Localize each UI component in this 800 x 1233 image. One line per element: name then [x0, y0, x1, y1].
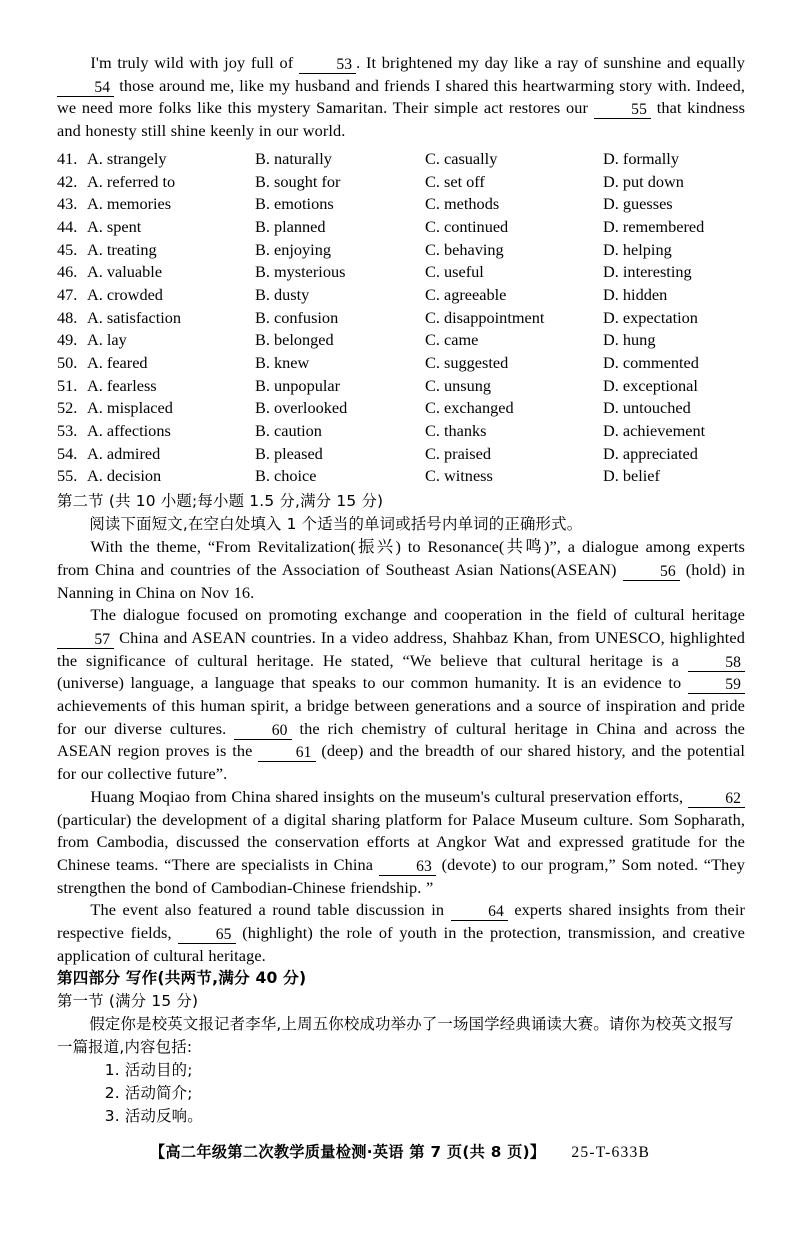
option-choice-c[interactable]: C. agreeable — [425, 284, 507, 304]
cloze-text-1: I'm truly wild with joy full of — [90, 53, 294, 72]
grammar-blank-59[interactable]: 59 — [688, 676, 745, 694]
cloze-text-3: those around me, like my husband and friends I shared this heartwarming story with. Indeed, we need more folks like this mystery Samaritan. Their simple act restores our — [57, 75, 745, 118]
option-row — [57, 443, 745, 466]
option-choice-c[interactable]: C. set off — [425, 171, 485, 191]
option-choice-a[interactable]: A. affections — [87, 421, 171, 441]
option-choice-d[interactable]: D. guesses — [603, 194, 673, 214]
option-choice-b[interactable]: B. knew — [255, 353, 310, 372]
option-choice-d[interactable]: D. achievement — [603, 421, 706, 441]
option-number: 44. — [57, 216, 78, 236]
option-choice-a[interactable]: A. lay — [87, 330, 127, 350]
option-choice-c[interactable]: C. witness — [425, 466, 493, 486]
option-choice-b[interactable]: B. belonged — [255, 330, 334, 350]
option-choice-a[interactable]: A. crowded — [87, 284, 163, 304]
option-choice-a[interactable]: A. fearless — [87, 375, 157, 395]
grammar-paragraph-1 — [57, 536, 745, 604]
part-four-section-one-heading: 第一节 (满分 15 分) — [57, 992, 199, 1011]
option-choice-d[interactable]: D. put down — [603, 171, 684, 191]
grammar-text-3b: (particular) the development of a digital sharing platform for Palace Museum culture. Som Sopharath, from Cambodia, discussed the conservation efforts at Angkor Wat and expressed gratitude for the Chinese teams. “There are specialists in China — [57, 809, 745, 874]
page-content — [57, 52, 745, 1128]
option-choice-d[interactable]: D. appreciated — [603, 443, 698, 463]
option-choice-c[interactable]: C. behaving — [425, 239, 504, 259]
grammar-text-1a: With the theme, “From Revitalization(振兴) to Resonance(共鸣)”, a dialogue among experts from China and countries of the Association of Southeast Asian Nations(ASEAN) — [57, 537, 745, 579]
option-choice-c[interactable]: C. suggested — [425, 353, 509, 372]
grammar-text-4c: (highlight) the role of youth in the protection, transmission, and creative application of cultural heritage. — [57, 923, 746, 965]
grammar-text-2c: (universe) language, a language that speaks to our common humanity. It is an evidence to — [57, 673, 682, 693]
option-choice-d[interactable]: D. commented — [603, 353, 699, 372]
grammar-blank-61[interactable]: 61 — [258, 744, 315, 762]
option-row — [57, 239, 745, 262]
option-choice-d[interactable]: D. expectation — [603, 307, 698, 327]
grammar-blank-56[interactable]: 56 — [623, 563, 680, 581]
cloze-blank-53[interactable]: 53 — [299, 56, 356, 74]
grammar-text-2d: achievements of this human spirit, a bridge between generations and a source of inspiration and pride for our diverse cultures. — [57, 696, 745, 738]
option-number: 51. — [57, 375, 78, 395]
option-row — [57, 329, 745, 352]
option-choice-a[interactable]: A. feared — [87, 353, 148, 372]
option-choice-b[interactable]: B. emotions — [255, 194, 334, 214]
grammar-blank-57[interactable]: 57 — [57, 631, 114, 649]
option-choice-b[interactable]: B. overlooked — [255, 398, 348, 418]
writing-item: 1. 活动目的; — [104, 1061, 193, 1080]
options-list — [57, 148, 745, 488]
option-choice-b[interactable]: B. caution — [255, 421, 322, 441]
grammar-text-2b: China and ASEAN countries. In a video address, Shahbaz Khan, from UNESCO, highlighted the significance of cultural heritage. He stated, “We believe that cultural heritage is a — [57, 627, 745, 670]
part-four-heading: 第四部分 写作(共两节,满分 40 分) — [57, 969, 307, 988]
grammar-paragraph-3 — [57, 786, 745, 900]
option-number: 42. — [57, 171, 78, 191]
option-number: 53. — [57, 421, 78, 441]
option-choice-b[interactable]: B. confusion — [255, 307, 339, 327]
cloze-blank-54[interactable]: 54 — [57, 79, 114, 97]
cloze-text-2: . It brightened my day like a ray of sunshine and equally — [356, 53, 746, 72]
option-choice-d[interactable]: D. untouched — [603, 398, 691, 418]
option-row — [57, 216, 745, 239]
cloze-text-4: that kindness and honesty still shine keenly in our world. — [57, 98, 746, 141]
option-choice-a[interactable]: A. valuable — [87, 262, 163, 282]
writing-prompt: 假定你是校英文报记者李华,上周五你校成功举办了一场国学经典诵读大赛。请你为校英文报写一篇报道,内容包括: — [57, 1015, 734, 1057]
grammar-text-1b: (hold) in Nanning in China on Nov 16. — [57, 559, 745, 602]
writing-item: 3. 活动反响。 — [104, 1107, 203, 1126]
grammar-text-2e: the rich chemistry of cultural heritage in China and across the ASEAN region proves is the — [57, 718, 745, 761]
option-choice-b[interactable]: B. enjoying — [255, 239, 331, 259]
option-choice-d[interactable]: D. hidden — [603, 284, 668, 304]
option-choice-a[interactable]: A. spent — [87, 216, 142, 236]
grammar-text-4a: The event also featured a round table discussion in — [90, 900, 445, 920]
grammar-text-3c: (devote) to our program,” Som noted. “They strengthen the bond of Cambodian-Chinese friendship. ” — [57, 854, 745, 897]
option-choice-b[interactable]: B. sought for — [255, 171, 341, 191]
option-choice-a[interactable]: A. admired — [87, 443, 161, 463]
option-choice-a[interactable]: A. satisfaction — [87, 307, 182, 327]
option-row — [57, 261, 745, 284]
option-choice-c[interactable]: C. thanks — [425, 421, 487, 441]
footer-exam-title: 【高二年级第二次教学质量检测·英语 第 7 页(共 8 页)】 — [149, 1143, 546, 1161]
option-choice-c[interactable]: C. disappointment — [425, 307, 545, 327]
option-choice-c[interactable]: C. unsung — [425, 375, 492, 395]
option-choice-c[interactable]: C. methods — [425, 194, 500, 214]
option-choice-c[interactable]: C. casually — [425, 148, 498, 168]
option-number: 49. — [57, 330, 78, 350]
option-choice-d[interactable]: D. belief — [603, 466, 660, 486]
option-choice-b[interactable]: B. mysterious — [255, 262, 346, 282]
option-row — [57, 397, 745, 420]
option-number: 54. — [57, 443, 78, 463]
option-number: 41. — [57, 148, 78, 168]
option-choice-d[interactable]: D. formally — [603, 148, 679, 168]
grammar-blank-58[interactable]: 58 — [688, 654, 745, 672]
option-choice-a[interactable]: A. treating — [87, 239, 157, 259]
writing-item: 2. 活动简介; — [104, 1084, 193, 1103]
grammar-blank-65[interactable]: 65 — [178, 926, 235, 944]
option-choice-c[interactable]: C. came — [425, 330, 479, 350]
grammar-blank-62[interactable]: 62 — [688, 790, 745, 808]
option-number: 46. — [57, 262, 78, 282]
option-row — [57, 420, 745, 443]
option-choice-b[interactable]: B. dusty — [255, 284, 310, 304]
option-row — [57, 465, 745, 488]
grammar-blank-64[interactable]: 64 — [451, 903, 508, 921]
footer-paper-code: 25-T-633B — [571, 1144, 651, 1161]
grammar-text-3a: Huang Moqiao from China shared insights on the museum's cultural preservation efforts, — [90, 786, 684, 806]
grammar-paragraph-4 — [57, 899, 745, 967]
option-choice-a[interactable]: A. strangely — [87, 148, 167, 168]
option-choice-a[interactable]: A. decision — [87, 466, 162, 486]
grammar-blank-60[interactable]: 60 — [234, 722, 291, 740]
grammar-blank-63[interactable]: 63 — [379, 858, 436, 876]
option-choice-c[interactable]: C. exchanged — [425, 398, 514, 418]
option-choice-c[interactable]: C. praised — [425, 443, 492, 463]
section-two-heading: 第二节 (共 10 小题;每小题 1.5 分,满分 15 分) — [57, 492, 384, 511]
cloze-blank-55[interactable]: 55 — [594, 101, 651, 119]
option-choice-d[interactable]: D. interesting — [603, 262, 692, 282]
option-choice-c[interactable]: C. useful — [425, 262, 484, 282]
option-choice-b[interactable]: B. pleased — [255, 443, 323, 463]
option-number: 48. — [57, 307, 78, 327]
option-row — [57, 171, 745, 194]
option-choice-d[interactable]: D. helping — [603, 239, 672, 259]
option-choice-a[interactable]: A. referred to — [87, 171, 176, 191]
option-number: 43. — [57, 194, 78, 214]
option-choice-d[interactable]: D. exceptional — [603, 375, 698, 395]
option-row — [57, 193, 745, 216]
option-choice-d[interactable]: D. hung — [603, 330, 656, 350]
option-choice-d[interactable]: D. remembered — [603, 216, 705, 236]
grammar-paragraph-2 — [57, 604, 745, 786]
grammar-text-2a: The dialogue focused on promoting exchange and cooperation in the field of cultural heritage — [90, 605, 745, 625]
option-row — [57, 352, 745, 375]
grammar-text-4b: experts shared insights from their respective fields, — [57, 900, 745, 943]
option-choice-b[interactable]: B. choice — [255, 466, 317, 486]
option-row — [57, 284, 745, 307]
page-footer — [0, 1141, 800, 1162]
grammar-text-2f: (deep) and the breadth of our shared history, and the potential for our collective future”. — [57, 741, 745, 784]
option-row — [57, 307, 745, 330]
option-choice-a[interactable]: A. memories — [87, 194, 172, 214]
option-number: 52. — [57, 398, 78, 418]
option-choice-b[interactable]: B. unpopular — [255, 375, 341, 395]
option-choice-c[interactable]: C. continued — [425, 216, 509, 236]
option-number: 50. — [57, 353, 78, 372]
section-two-instruction: 阅读下面短文,在空白处填入 1 个适当的单词或括号内单词的正确形式。 — [89, 515, 583, 534]
option-choice-b[interactable]: B. planned — [255, 216, 326, 236]
option-row — [57, 148, 745, 171]
option-row — [57, 375, 745, 398]
option-number: 47. — [57, 284, 78, 304]
option-choice-a[interactable]: A. misplaced — [87, 398, 173, 418]
option-number: 55. — [57, 466, 78, 486]
option-choice-b[interactable]: B. naturally — [255, 148, 332, 168]
cloze-passage-paragraph — [57, 52, 745, 143]
option-number: 45. — [57, 239, 78, 259]
